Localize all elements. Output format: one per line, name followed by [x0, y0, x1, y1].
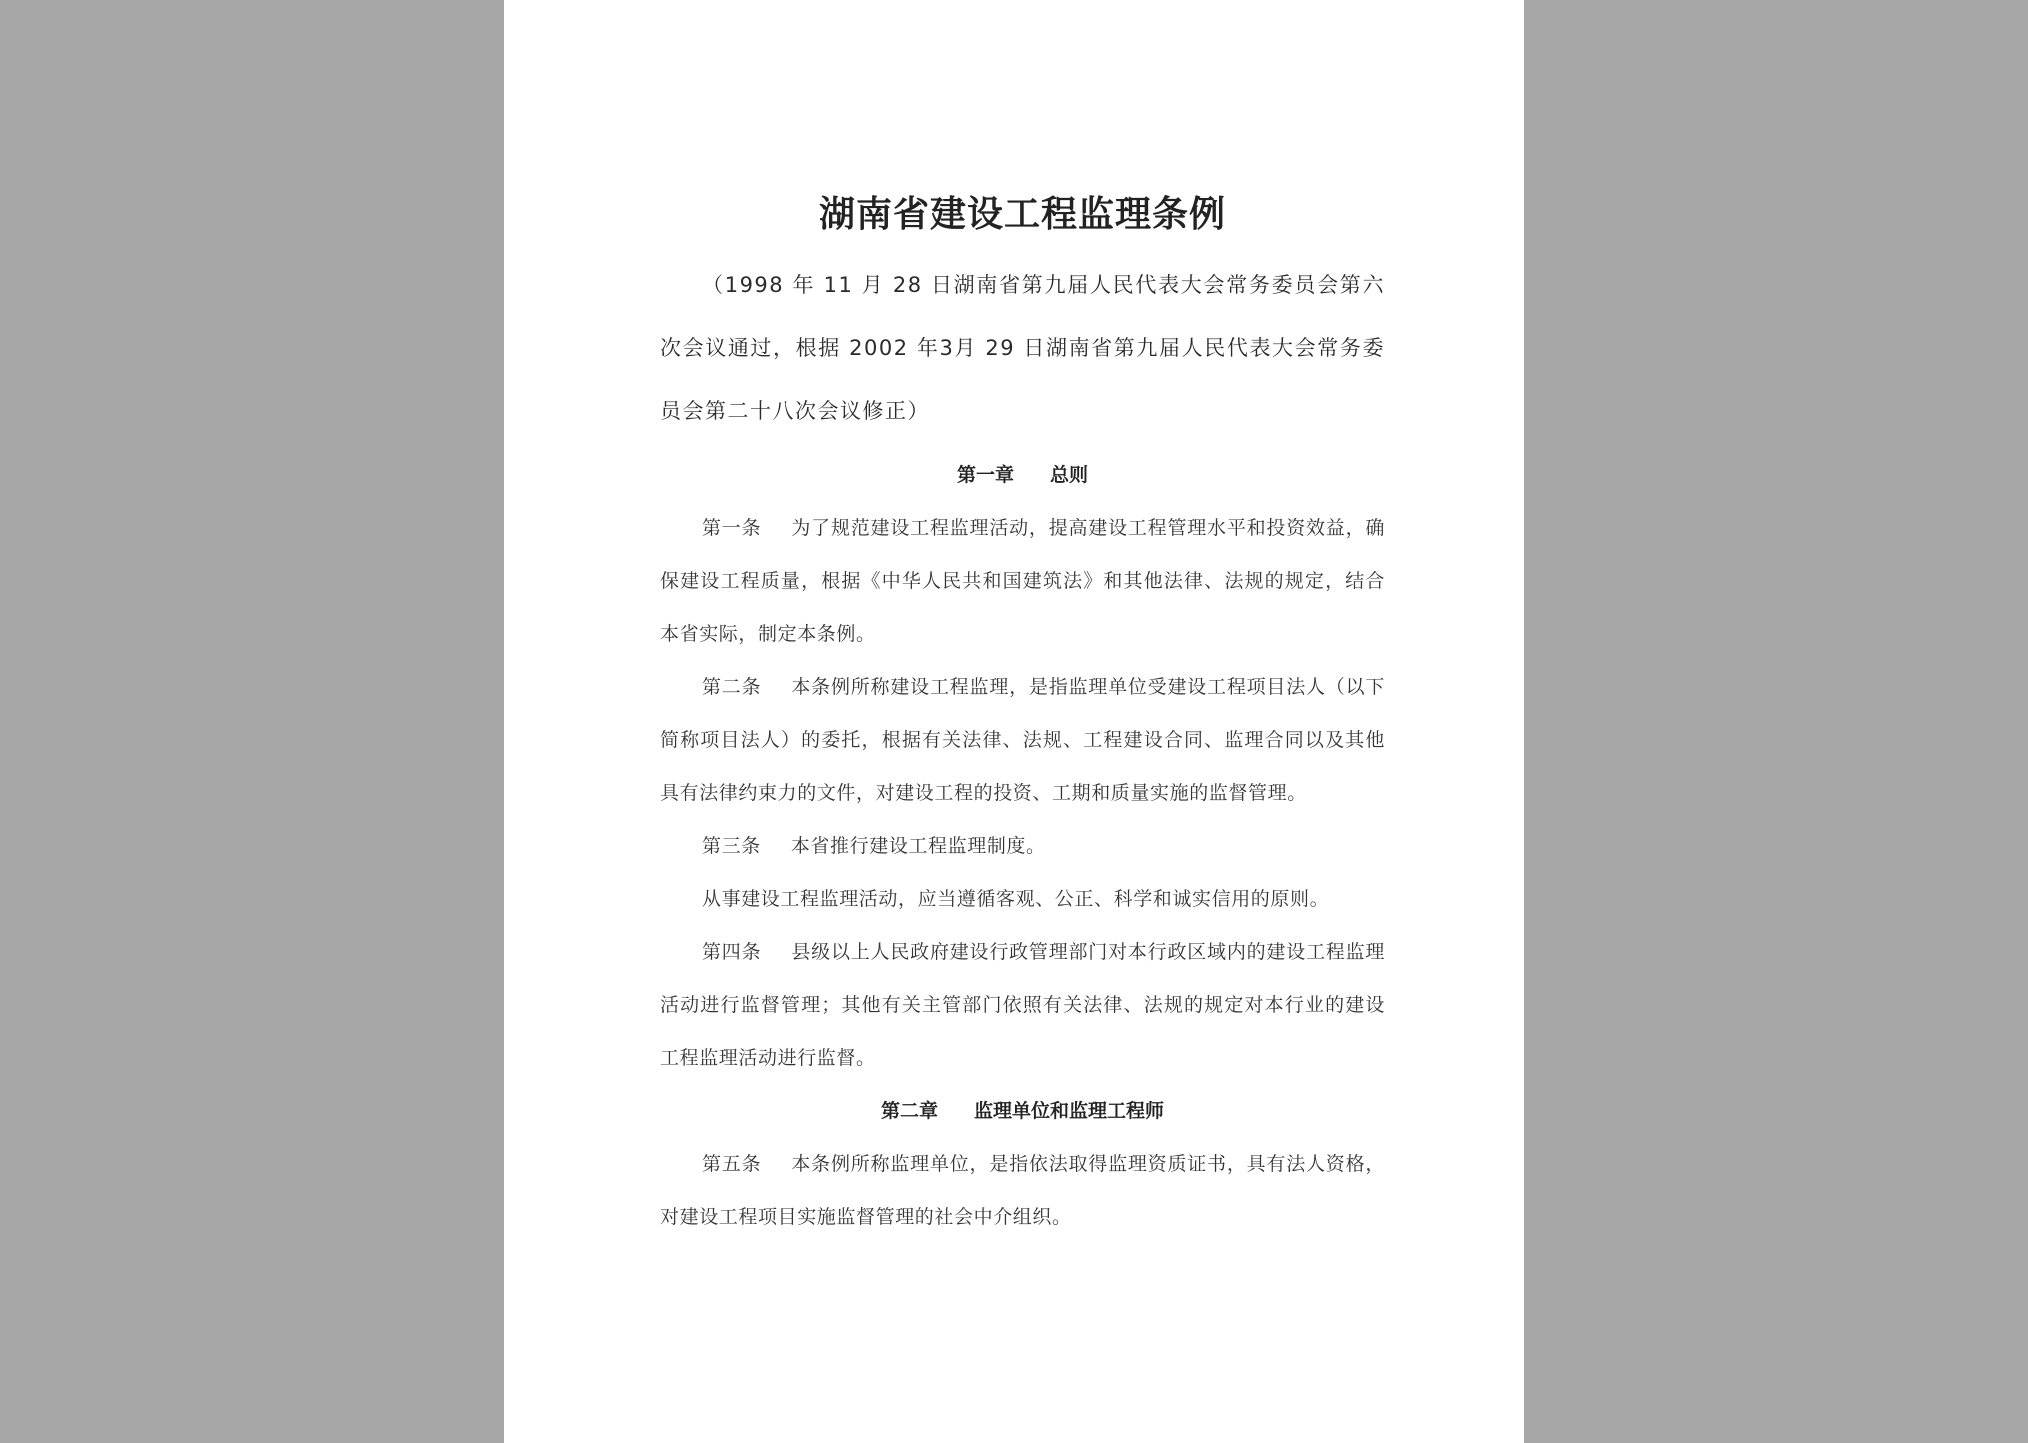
- article-text: 本条例所称建设工程监理，是指监理单位受建设工程项目法人（以下简称项目法人）的委托，根据有关法律、法规、工程建设合同、监理合同以及其他具有法律约束力的文件，对建设工程的投资、工期和质量实施的监督管理。: [660, 676, 1385, 804]
- article-text: 本省推行建设工程监理制度。: [790, 835, 1046, 857]
- article-paragraph: [660, 926, 1385, 1085]
- article-paragraph: [660, 502, 1385, 661]
- chapter-number: 第二章: [880, 1100, 938, 1122]
- document-preamble: （1998 年 11 月 28 日湖南省第九届人民代表大会常务委员会第六次会议通过，根据 2002 年3月 29 日湖南省第九届人民代表大会常务委员会第二十八次会议修正）: [660, 273, 1385, 423]
- chapter-number: 第一章: [956, 464, 1014, 486]
- article-paragraph: [660, 873, 1385, 926]
- chapter-title: 总则: [1050, 464, 1089, 486]
- chapter-heading-1: [660, 449, 1385, 502]
- article-text: 县级以上人民政府建设行政管理部门对本行政区域内的建设工程监理活动进行监督管理；其他有关主管部门依照有关法律、法规的规定对本行业的建设工程监理活动进行监督。: [660, 941, 1385, 1069]
- article-number: 第四条: [702, 941, 762, 963]
- article-paragraph: [660, 1138, 1385, 1244]
- article-number: 第五条: [702, 1153, 762, 1175]
- document-page: [504, 0, 1524, 1443]
- article-paragraph: [660, 820, 1385, 873]
- article-number: 第三条: [702, 835, 761, 857]
- article-number: 第一条: [702, 517, 762, 539]
- article-text: 本条例所称监理单位，是指依法取得监理资质证书，具有法人资格，对建设工程项目实施监督管理的社会中介组织。: [660, 1153, 1385, 1228]
- chapter-heading-2: [660, 1085, 1385, 1138]
- article-text: 从事建设工程监理活动，应当遵循客观、公正、科学和诚实信用的原则。: [702, 888, 1330, 910]
- document-title: 湖南省建设工程监理条例: [818, 193, 1226, 235]
- article-text: 为了规范建设工程监理活动，提高建设工程管理水平和投资效益，确保建设工程质量，根据《中华人民共和国建筑法》和其他法律、法规的规定，结合本省实际，制定本条例。: [660, 517, 1385, 645]
- chapter-title: 监理单位和监理工程师: [974, 1100, 1165, 1122]
- document-content: [660, 188, 1385, 1244]
- article-paragraph: [660, 661, 1385, 820]
- article-number: 第二条: [702, 676, 762, 698]
